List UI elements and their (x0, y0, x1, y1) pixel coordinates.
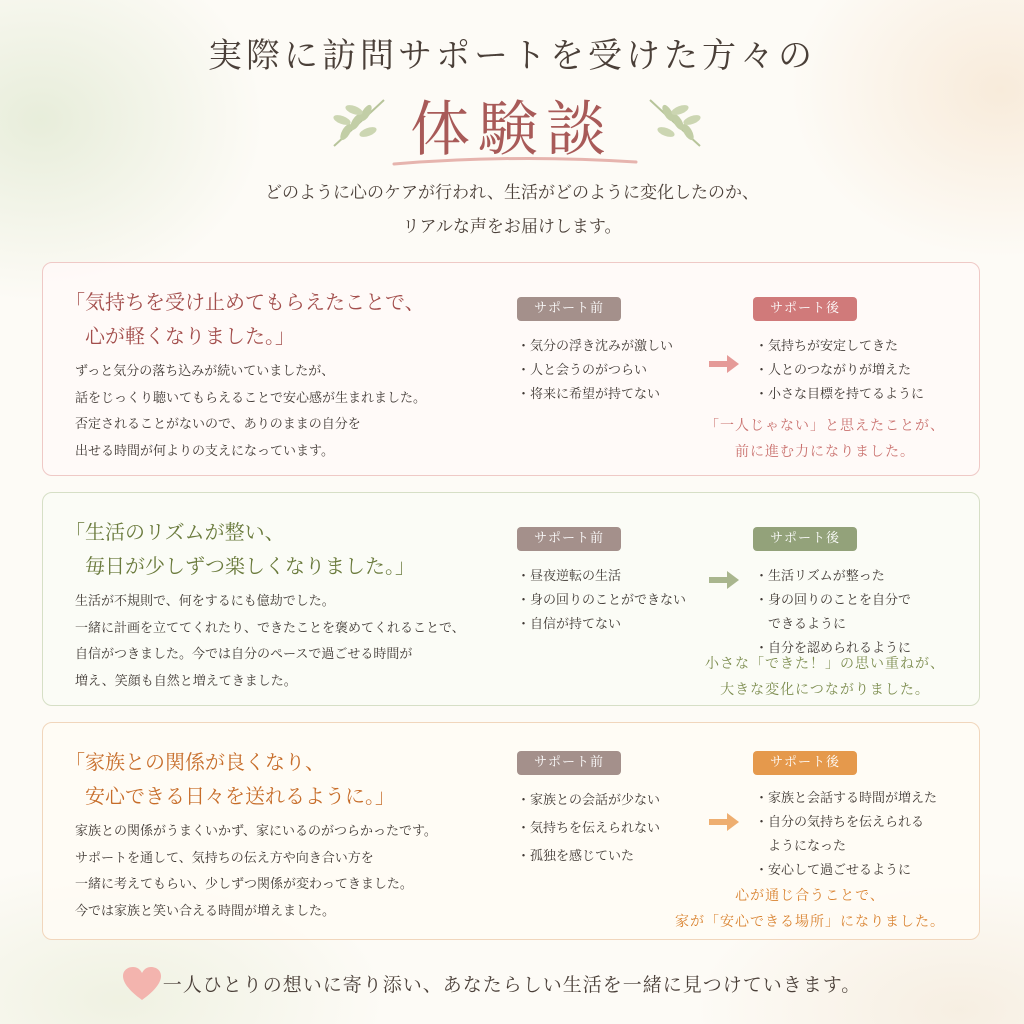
list-item: ・気分の浮き沈みが激しい (517, 339, 674, 354)
before-support-list (517, 787, 660, 871)
arrow-right-icon (707, 569, 741, 591)
intro-text (0, 176, 1024, 244)
body-line: 出せる時間が何よりの支えになっています。 (75, 443, 334, 459)
testimonial-body (75, 359, 426, 465)
list-item: ・孤独を感じていた (517, 849, 635, 864)
title-underline (390, 152, 640, 170)
before-support-badge: サポート前 (517, 297, 621, 321)
intro-line: リアルな声をお届けします。 (402, 217, 622, 237)
quote-line: 毎日が少しずつ楽しくなりました。」 (65, 554, 415, 578)
quote-line: 心が軽くなりました。」 (65, 324, 295, 348)
body-line: ずっと気分の落ち込みが続いていましたが、 (75, 364, 335, 379)
testimonial-quote (65, 285, 425, 353)
after-support-list (755, 565, 911, 661)
before-support-list (517, 565, 686, 637)
quote-line: 「生活のリズムが整い、 (65, 520, 285, 544)
testimonial-card-2 (42, 492, 980, 706)
arrow-right-icon (707, 353, 741, 375)
after-support-list (755, 335, 924, 407)
handwritten-note (705, 413, 945, 465)
handwritten-note (705, 651, 945, 703)
note-line: 前に進む力になりました。 (735, 444, 915, 460)
footer-message: 一人ひとりの想いに寄り添い、あなたらしい生活を一緒に見つけていきます。 (162, 974, 862, 996)
list-item: ・家族との会話が少ない (517, 793, 661, 808)
testimonial-card-3 (42, 722, 980, 940)
body-line: 今では家族と笑い合える時間が増えました。 (75, 903, 336, 919)
list-item: ・将来に希望が持てない (517, 387, 661, 402)
list-item: ようになった (755, 839, 847, 854)
body-line: 一緒に考えてもらい、少しずつ関係が変わってきました。 (75, 877, 413, 892)
after-support-badge: サポート後 (753, 751, 857, 775)
quote-line: 「気持ちを受け止めてもらえたことで、 (65, 290, 425, 314)
body-line: 増え、笑顔も自然と増えてきました。 (75, 673, 297, 689)
list-item: ・気持ちを伝えられない (517, 821, 661, 836)
body-line: 否定されることがないので、ありのままの自分を (75, 417, 361, 432)
testimonial-quote (65, 515, 415, 583)
testimonial-body (75, 819, 437, 925)
page-title: 体験談 (410, 95, 614, 165)
before-support-badge: サポート前 (517, 751, 621, 775)
list-item: できるように (755, 617, 847, 632)
list-item: ・自信が持てない (517, 617, 622, 632)
intro-line: どのように心のケアが行われ、生活がどのように変化したのか、 (264, 183, 760, 203)
testimonial-card-1 (42, 262, 980, 476)
list-item: ・家族と会話する時間が増えた (755, 791, 938, 806)
note-line: 大きな変化につながりました。 (720, 682, 930, 698)
note-line: 家が「安心できる場所」になりました。 (675, 914, 945, 930)
body-line: 生活が不規則で、何をするにも億劫でした。 (75, 594, 335, 609)
body-line: 自信がつきました。今では自分のペースで過ごせる時間が (75, 647, 413, 662)
arrow-right-icon (707, 811, 741, 833)
list-item: ・小さな目標を持てるように (755, 387, 925, 402)
list-item: ・気持ちが安定してきた (755, 339, 899, 354)
handwritten-note (675, 883, 945, 935)
list-item: ・人とのつながりが増えた (755, 363, 912, 378)
body-line: 話をじっくり聴いてもらえることで安心感が生まれました。 (75, 390, 427, 406)
list-item: ・身の回りのことを自分で (755, 593, 912, 608)
list-item: ・自分を認められるように (755, 641, 912, 656)
list-item: ・昼夜逆転の生活 (517, 569, 622, 584)
testimonial-quote (65, 745, 395, 813)
list-item: ・自分の気持ちを伝えられる (755, 815, 925, 830)
testimonial-body (75, 589, 465, 695)
after-support-list (755, 787, 937, 883)
list-item: ・人と会うのがつらい (517, 363, 648, 378)
list-item: ・身の回りのことができない (517, 593, 687, 608)
note-line: 心が通じ合うことで、 (735, 888, 885, 904)
note-line: 「一人じゃない」と思えたことが、 (705, 418, 945, 434)
note-line: 小さな「できた！」の思い重ねが、 (705, 656, 945, 672)
after-support-badge: サポート後 (753, 527, 857, 551)
body-line: 家族との関係がうまくいかず、家にいるのがつらかったです。 (75, 824, 437, 839)
before-support-badge: サポート前 (517, 527, 621, 551)
before-support-list (517, 335, 673, 407)
page-subtitle: 実際に訪問サポートを受けた方々の (208, 36, 816, 76)
quote-line: 安心できる日々を送れるように。」 (65, 784, 395, 808)
body-line: 一緒に計画を立ててくれたり、できたことを褒めてくれることで、 (75, 620, 465, 636)
after-support-badge: サポート後 (753, 297, 857, 321)
quote-line: 「家族との関係が良くなり、 (65, 750, 325, 774)
list-item: ・安心して過ごせるように (755, 863, 912, 878)
list-item: ・生活リズムが整った (755, 569, 885, 584)
body-line: サポートを通して、気持ちの伝え方や向き合い方を (75, 850, 374, 866)
